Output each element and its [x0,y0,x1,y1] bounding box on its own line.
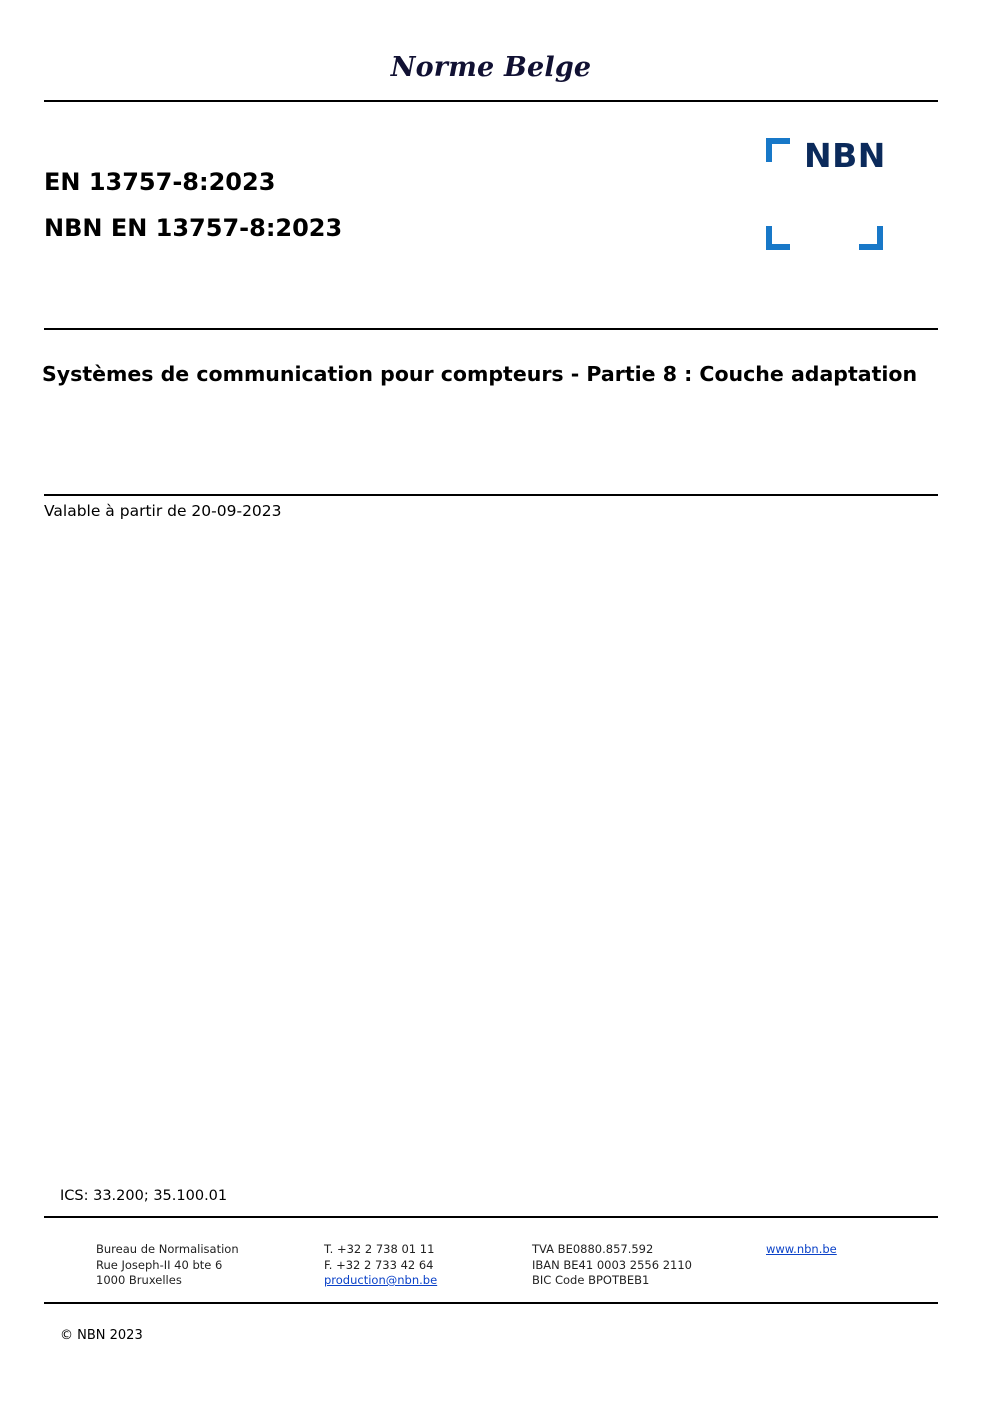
page-header-title: Norme Belge [390,52,592,83]
copyright-notice: © NBN 2023 [60,1328,143,1343]
footer-banking [532,1242,692,1289]
standard-reference-block [44,170,644,262]
footer-iban: IBAN BE41 0003 2556 2110 [532,1257,692,1272]
footer-bottom-divider [44,1302,938,1304]
standard-reference-en: EN 13757-8:2023 [44,168,276,196]
footer-contact [44,1238,938,1294]
footer-vat: TVA BE0880.857.592 [532,1242,654,1256]
nbn-logo [756,130,896,265]
footer-phone [324,1242,437,1289]
ics-codes: ICS: 33.200; 35.100.01 [60,1188,228,1204]
logo-wordmark: NBN [804,136,886,175]
standard-reference-nbn: NBN EN 13757-8:2023 [44,214,343,242]
logo-corner-bottom-right-icon [859,226,883,250]
reference-divider [44,328,938,330]
validity-date: Valable à partir de 20-09-2023 [44,502,282,520]
footer-address-line-3: 1000 Bruxelles [96,1273,182,1288]
footer-website-link[interactable]: www.nbn.be [766,1242,837,1256]
footer-website [766,1242,837,1258]
logo-corner-top-left-icon [766,138,790,162]
header-divider [44,100,938,102]
footer-address [96,1242,239,1289]
footer-top-divider [44,1216,938,1218]
page-title: Systèmes de communication pour compteurs - Partie 8 : Couche adaptation [42,362,918,386]
footer-address-line-1: Bureau de Normalisation [96,1242,239,1256]
footer-email-link[interactable]: production@nbn.be [324,1273,438,1288]
footer-fax: F. +32 2 733 42 64 [324,1257,434,1272]
footer-bic: BIC Code BPOTBEB1 [532,1273,650,1288]
title-divider [44,494,938,496]
logo-corner-bottom-left-icon [766,226,790,250]
footer-address-line-2: Rue Joseph-II 40 bte 6 [96,1257,223,1272]
footer-telephone: T. +32 2 738 01 11 [324,1242,435,1256]
